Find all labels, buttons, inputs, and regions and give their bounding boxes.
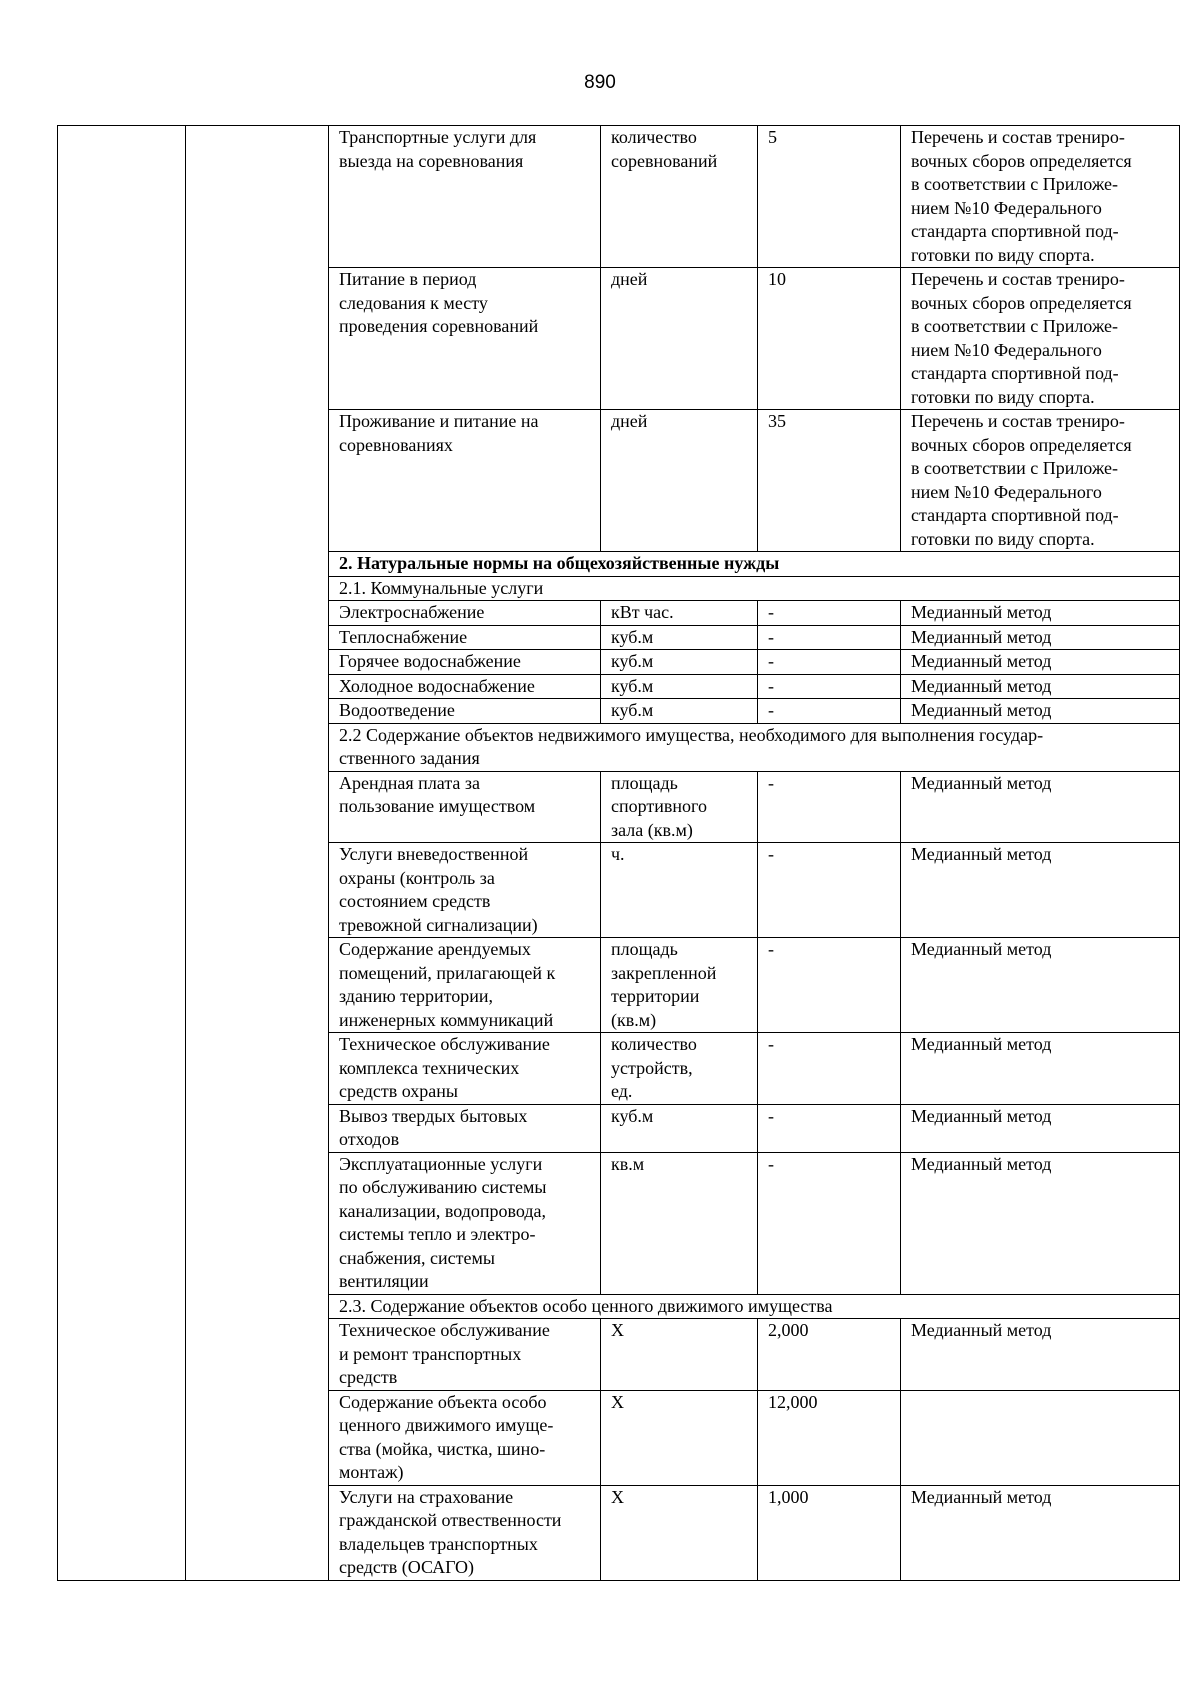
text-line: стандарта спортивной под-	[911, 505, 1119, 525]
cell-unit	[601, 1390, 758, 1485]
text-line: комплекса технических	[339, 1057, 520, 1078]
section-title: 2.1. Коммунальные услуги	[329, 576, 1180, 601]
text-line: дней	[611, 269, 648, 289]
text-line: монтаж)	[339, 1462, 404, 1482]
text-line: вочных сборов определяется	[911, 150, 1132, 171]
text-line: закрепленной	[611, 962, 717, 983]
cell-value: -	[758, 843, 901, 938]
text-line: вочных сборов определяется	[911, 292, 1132, 313]
text-line: гражданской отвественности	[339, 1510, 562, 1530]
cell-unit	[601, 1104, 758, 1152]
cell-name	[329, 938, 601, 1033]
cell-unit	[601, 1033, 758, 1105]
text-line: соревнованиях	[339, 434, 453, 455]
cell-value: -	[758, 699, 901, 724]
text-line: Медианный метод	[911, 651, 1052, 671]
cell-note	[901, 938, 1180, 1033]
text-line: стандарта спортивной под-	[911, 363, 1119, 383]
text-line: кв.м	[611, 1153, 645, 1174]
text-line: системы тепло и электро-	[339, 1224, 536, 1244]
text-line: ценного движимого имуще-	[339, 1415, 554, 1435]
cell-name	[329, 650, 601, 675]
cell-unit	[601, 1485, 758, 1580]
text-line: владельцев транспортных	[339, 1533, 538, 1554]
cell-note	[901, 1104, 1180, 1152]
text-line: Перечень и состав трениро-	[911, 127, 1125, 147]
cell-note	[901, 268, 1180, 410]
text-line: готовки по виду спорта.	[911, 386, 1095, 407]
text-line: дней	[611, 411, 648, 431]
cell-note	[901, 650, 1180, 675]
cell-value: 5	[758, 126, 901, 268]
text-line: Медианный метод	[911, 675, 1052, 696]
text-line: нием №10 Федерального	[911, 481, 1102, 502]
text-line: Услуги на страхование	[339, 1486, 514, 1507]
cell-note	[901, 1033, 1180, 1105]
text-line: Х	[611, 1486, 624, 1507]
cell-name	[329, 1319, 601, 1391]
text-line: Медианный метод	[911, 1320, 1052, 1340]
text-line: помещений, прилагающей к	[339, 962, 556, 983]
cell-note	[901, 1319, 1180, 1391]
text-line: Х	[611, 1320, 624, 1340]
section-title: 2. Натуральные нормы на общехозяйственные нужды	[329, 552, 1180, 577]
text-line: в соответствии с Приложе-	[911, 174, 1119, 194]
cell-unit	[601, 268, 758, 410]
text-line: Медианный метод	[911, 1105, 1052, 1126]
text-line: площадь	[611, 939, 678, 959]
cell-unit	[601, 938, 758, 1033]
text-line: количество	[611, 1034, 697, 1054]
text-line: в соответствии с Приложе-	[911, 316, 1119, 336]
text-line: пользование имуществом	[339, 796, 536, 816]
text-line: нием №10 Федерального	[911, 339, 1102, 360]
text-line: куб.м	[611, 651, 654, 671]
text-line: и ремонт транспортных	[339, 1343, 522, 1364]
text-line: средств охраны	[339, 1081, 459, 1101]
text-line: Содержание арендуемых	[339, 939, 531, 959]
text-line: кВт час.	[611, 602, 674, 622]
text-line: куб.м	[611, 700, 654, 720]
text-line: Медианный метод	[911, 1153, 1052, 1174]
text-line: зданию территории,	[339, 986, 494, 1006]
text-line: ственного задания	[339, 748, 480, 768]
cell-name	[329, 674, 601, 699]
cell-note	[901, 1152, 1180, 1294]
text-line: готовки по виду спорта.	[911, 244, 1095, 265]
text-line: в соответствии с Приложе-	[911, 458, 1119, 478]
cell-unit	[601, 126, 758, 268]
text-line: Вывоз твердых бытовых	[339, 1105, 528, 1126]
cell-note	[901, 699, 1180, 724]
text-line: по обслуживанию системы	[339, 1177, 547, 1197]
text-line: Питание в период	[339, 269, 477, 289]
text-line: Теплоснабжение	[339, 626, 468, 647]
cell-unit	[601, 601, 758, 626]
cell-name	[329, 843, 601, 938]
cell-name	[329, 268, 601, 410]
text-line: инженерных коммуникаций	[339, 1009, 554, 1030]
section-title	[329, 723, 1180, 771]
text-line: состоянием средств	[339, 891, 491, 911]
text-line: Медианный метод	[911, 1486, 1052, 1507]
cell-name	[329, 410, 601, 552]
text-line: зала (кв.м)	[611, 819, 693, 840]
text-line: ства (мойка, чистка, шино-	[339, 1438, 546, 1459]
cell-name	[329, 601, 601, 626]
cell-name	[329, 1033, 601, 1105]
text-line: Перечень и состав трениро-	[911, 269, 1125, 289]
text-line: канализации, водопровода,	[339, 1200, 547, 1221]
text-line: куб.м	[611, 626, 654, 647]
text-line: Услуги вневедоственной	[339, 844, 529, 864]
cell-unit	[601, 410, 758, 552]
text-line: Х	[611, 1391, 624, 1412]
text-line: Электроснабжение	[339, 602, 485, 622]
text-line: 2.2 Содержание объектов недвижимого имущества, необходимого для выполнения государ-	[339, 724, 1044, 745]
cell-value: -	[758, 625, 901, 650]
text-line: готовки по виду спорта.	[911, 528, 1095, 549]
cell-note	[901, 674, 1180, 699]
cell-note	[901, 1485, 1180, 1580]
cell-value: 1,000	[758, 1485, 901, 1580]
text-line: Медианный метод	[911, 700, 1052, 720]
text-line: ед.	[611, 1081, 633, 1101]
norms-table	[57, 125, 1180, 1581]
cell-unit	[601, 699, 758, 724]
text-line: Холодное водоснабжение	[339, 675, 535, 696]
text-line: вентиляции	[339, 1271, 429, 1291]
text-line: территории	[611, 986, 700, 1006]
cell-name	[329, 1152, 601, 1294]
cell-note	[901, 410, 1180, 552]
text-line: устройств,	[611, 1057, 693, 1078]
cell-unit	[601, 650, 758, 675]
text-line: куб.м	[611, 1105, 654, 1126]
table-row	[58, 126, 1180, 268]
cell-value: -	[758, 650, 901, 675]
cell-name	[329, 1485, 601, 1580]
cell-name	[329, 625, 601, 650]
cell-name	[329, 1104, 601, 1152]
text-line: Транспортные услуги для	[339, 127, 537, 147]
text-line: Горячее водоснабжение	[339, 651, 521, 671]
cell-value: 12,000	[758, 1390, 901, 1485]
cell-value: 35	[758, 410, 901, 552]
text-line: Эксплуатационные услуги	[339, 1153, 543, 1174]
text-line: Медианный метод	[911, 844, 1052, 864]
text-line: вочных сборов определяется	[911, 434, 1132, 455]
left-margin-cell-2	[186, 126, 329, 1581]
text-line: средств	[339, 1367, 398, 1387]
text-line: количество	[611, 127, 697, 147]
cell-value: -	[758, 1033, 901, 1105]
cell-name	[329, 1390, 601, 1485]
cell-value: -	[758, 674, 901, 699]
cell-note	[901, 771, 1180, 843]
text-line: проведения соревнований	[339, 316, 539, 336]
text-line: выезда на соревнования	[339, 150, 524, 171]
text-line: Арендная плата за	[339, 772, 480, 793]
cell-unit	[601, 1152, 758, 1294]
cell-note	[901, 1390, 1180, 1485]
cell-unit	[601, 625, 758, 650]
text-line: соревнований	[611, 150, 718, 171]
section-title: 2.3. Содержание объектов особо ценного движимого имущества	[329, 1294, 1180, 1319]
text-line: куб.м	[611, 675, 654, 696]
text-line: Медианный метод	[911, 772, 1052, 793]
cell-name	[329, 699, 601, 724]
text-line: отходов	[339, 1129, 400, 1149]
text-line: снабжения, системы	[339, 1247, 496, 1268]
text-line: Медианный метод	[911, 602, 1052, 622]
text-line: Техническое обслуживание	[339, 1034, 550, 1054]
text-line: Проживание и питание на	[339, 411, 539, 431]
cell-unit	[601, 771, 758, 843]
text-line: площадь	[611, 772, 678, 793]
text-line: Техническое обслуживание	[339, 1320, 550, 1340]
cell-value: -	[758, 1104, 901, 1152]
text-line: (кв.м)	[611, 1009, 657, 1030]
text-line: Содержание объекта особо	[339, 1391, 547, 1412]
text-line: тревожной сигнализации)	[339, 914, 538, 935]
text-line: нием №10 Федерального	[911, 197, 1102, 218]
left-margin-cell-1	[58, 126, 186, 1581]
cell-note	[901, 126, 1180, 268]
cell-value: 2,000	[758, 1319, 901, 1391]
cell-name	[329, 771, 601, 843]
page-number: 890	[584, 72, 616, 93]
cell-value: -	[758, 601, 901, 626]
text-line: следования к месту	[339, 292, 488, 313]
cell-note	[901, 843, 1180, 938]
text-line: Перечень и состав трениро-	[911, 411, 1125, 431]
text-line: Медианный метод	[911, 626, 1052, 647]
cell-value: -	[758, 771, 901, 843]
text-line: средств (ОСАГО)	[339, 1557, 475, 1577]
cell-value: -	[758, 938, 901, 1033]
cell-unit	[601, 674, 758, 699]
text-line: охраны (контроль за	[339, 867, 495, 888]
cell-note	[901, 601, 1180, 626]
text-line: спортивного	[611, 796, 707, 816]
cell-name	[329, 126, 601, 268]
text-line: Медианный метод	[911, 939, 1052, 959]
text-line: Медианный метод	[911, 1034, 1052, 1054]
text-line: стандарта спортивной под-	[911, 221, 1119, 241]
text-line: Водоотведение	[339, 700, 455, 720]
cell-value: 10	[758, 268, 901, 410]
cell-note	[901, 625, 1180, 650]
cell-unit	[601, 843, 758, 938]
text-line: ч.	[611, 844, 625, 864]
cell-value: -	[758, 1152, 901, 1294]
cell-unit	[601, 1319, 758, 1391]
